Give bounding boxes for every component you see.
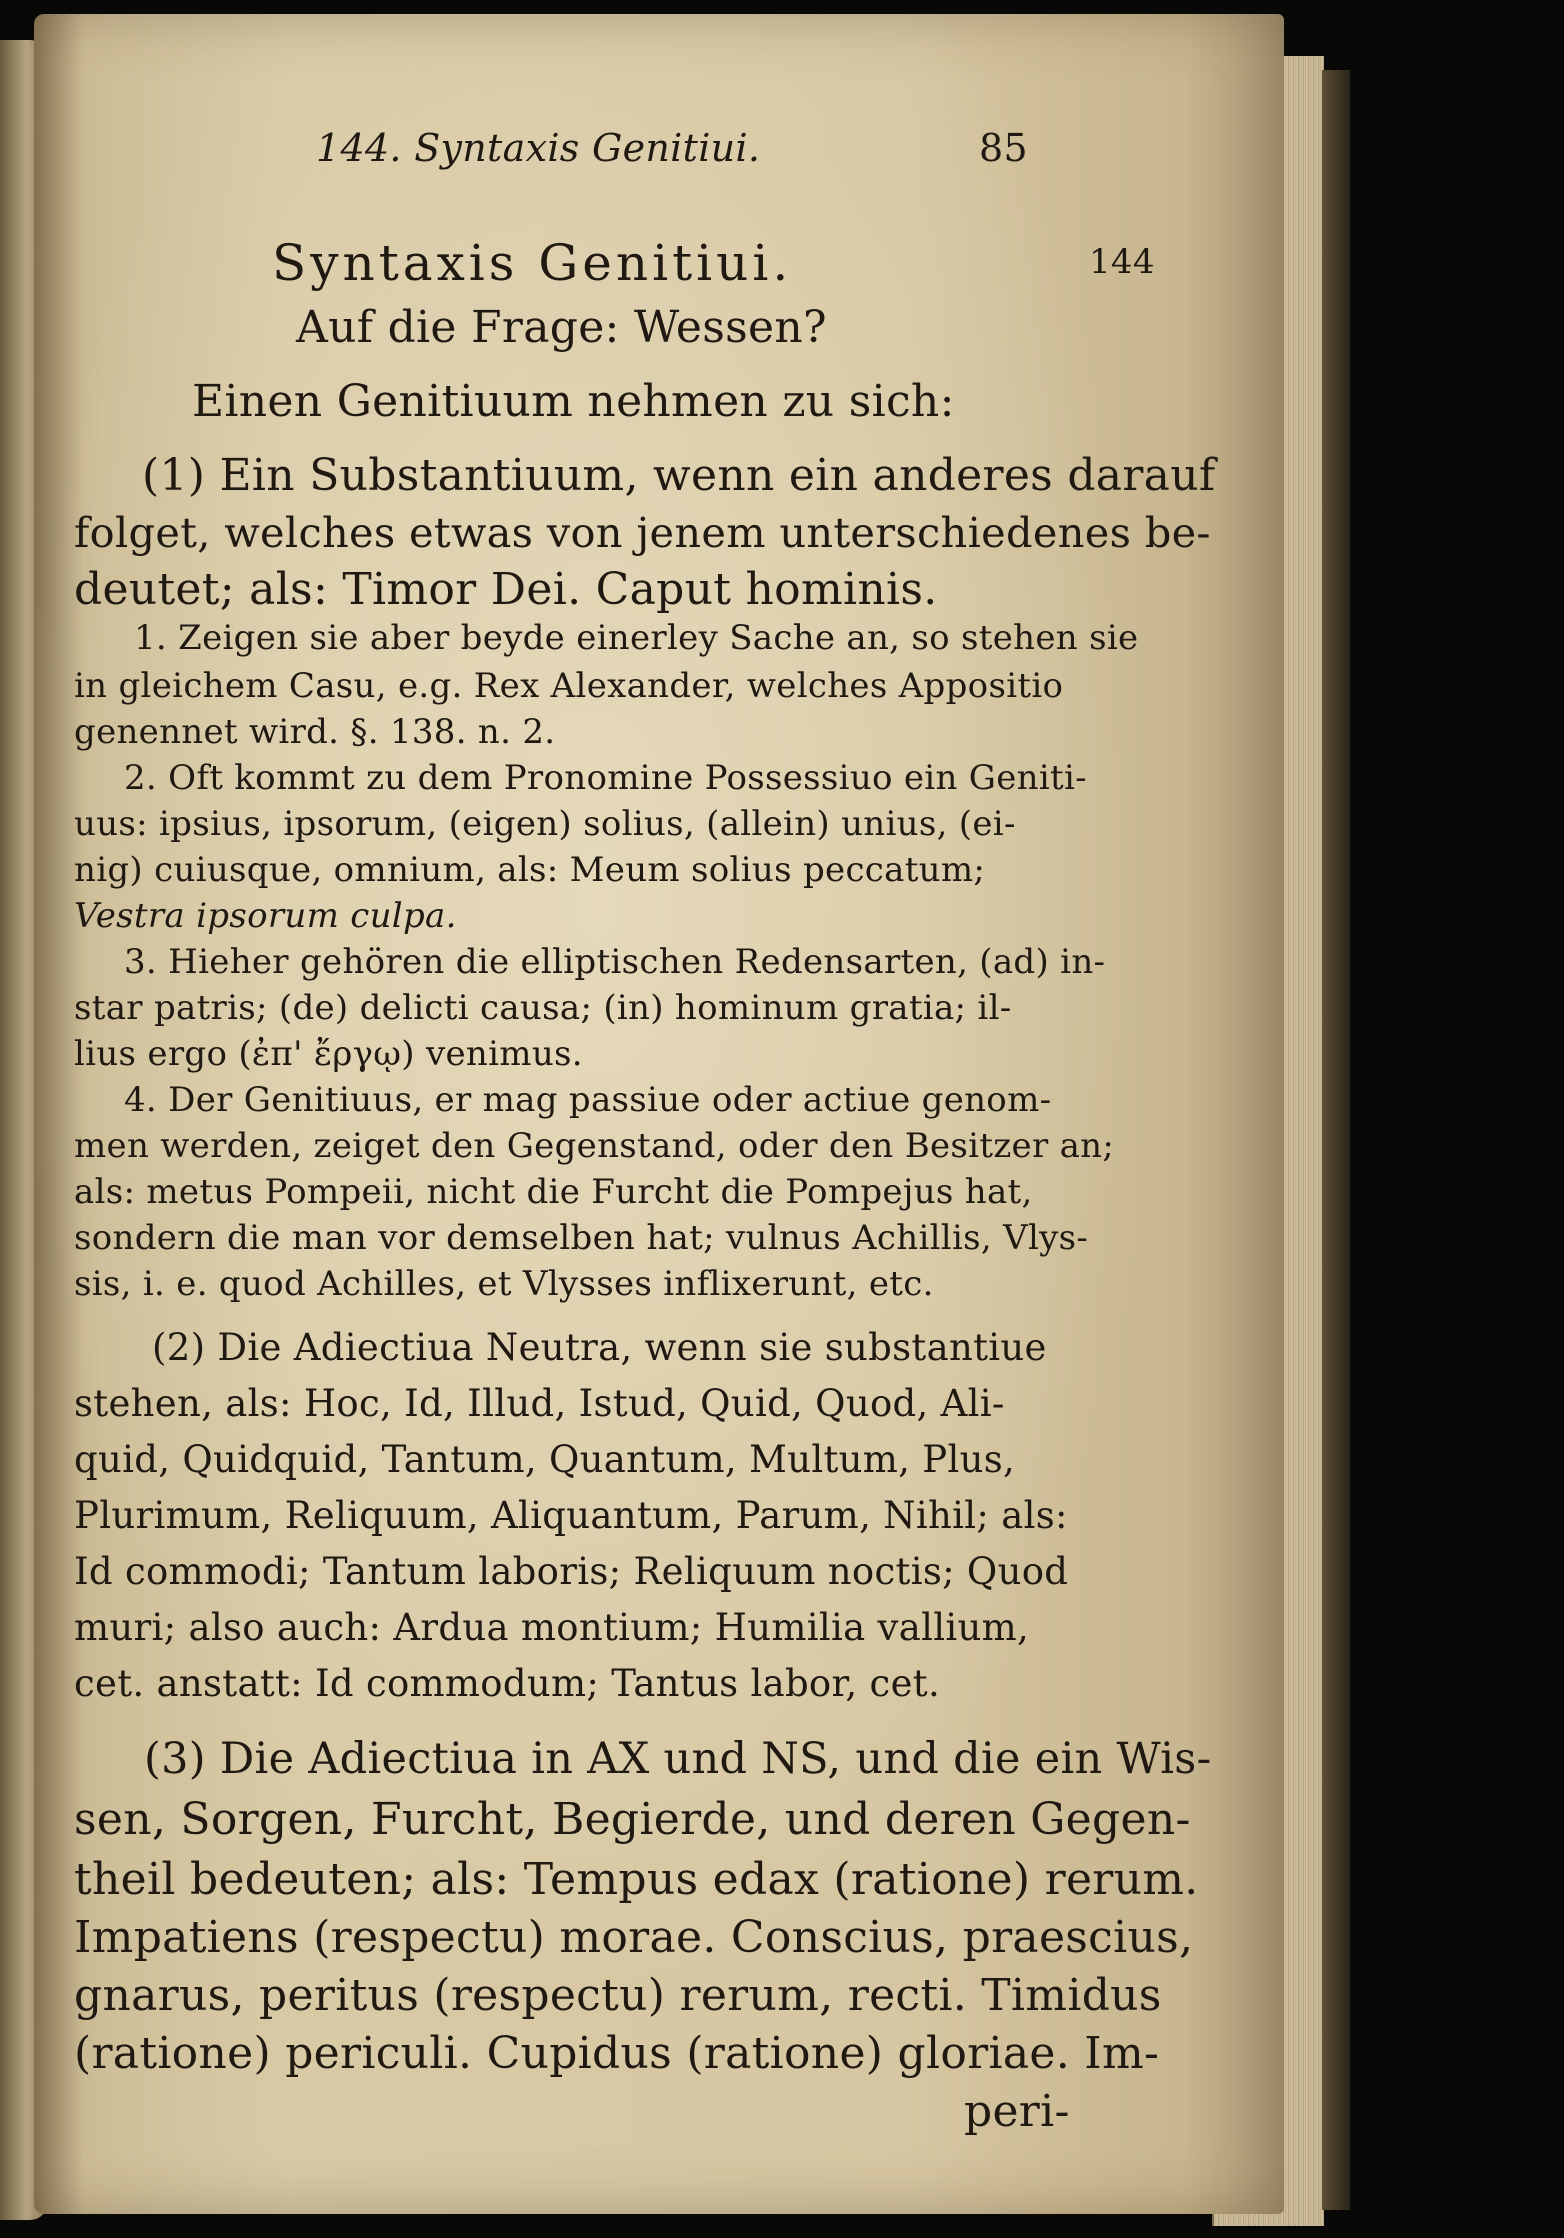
running-head: 144. Syntaxis Genitiui. (316, 126, 761, 170)
text-line: als: metus Pompeii, nicht die Furcht die Pompejus hat, (74, 1172, 1033, 1212)
text-line: star patris; (de) delicti causa; (in) hominum gratia; il- (74, 988, 1012, 1028)
text-line: cet. anstatt: Id commodum; Tantus labor, cet. (74, 1662, 940, 1705)
text-line: in gleichem Casu, e.g. Rex Alexander, welches Appositio (74, 666, 1064, 706)
text-line: gnarus, peritus (respectu) rerum, recti. Timidus (74, 1970, 1162, 2021)
section-title: Syntaxis Genitiui. (272, 234, 793, 292)
section-subtitle: Auf die Frage: Wessen? (296, 302, 827, 353)
text-line: uus: ipsius, ipsorum, (eigen) solius, (allein) unius, (ei- (74, 804, 1016, 844)
text-line: theil bedeuten; als: Tempus edax (ratione) rerum. (74, 1854, 1199, 1905)
text-line: Id commodi; Tantum laboris; Reliquum noctis; Quod (74, 1550, 1069, 1593)
text-line: Vestra ipsorum culpa. (74, 896, 457, 936)
text-line: sis, i. e. quod Achilles, et Vlysses inflixerunt, etc. (74, 1264, 934, 1304)
text-line: nig) cuiusque, omnium, als: Meum solius peccatum; (74, 850, 986, 890)
text-line: muri; also auch: Ardua montium; Humilia vallium, (74, 1606, 1030, 1649)
text-line: (1) Ein Substantiuum, wenn ein anderes darauf (142, 450, 1216, 501)
text-line: lius ergo (ἐπ' ἔργῳ) venimus. (74, 1034, 583, 1074)
text-line: Plurimum, Reliquum, Aliquantum, Parum, Nihil; als: (74, 1494, 1068, 1537)
text-line: genennet wird. §. 138. n. 2. (74, 712, 556, 752)
book-cover-edge (1322, 70, 1350, 2210)
text-line: sen, Sorgen, Furcht, Begierde, und deren Gegen- (74, 1794, 1191, 1845)
text-line: 1. Zeigen sie aber beyde einerley Sache an, so stehen sie (134, 618, 1139, 658)
text-line: quid, Quidquid, Tantum, Quantum, Multum, Plus, (74, 1438, 1016, 1481)
text-line: stehen, als: Hoc, Id, Illud, Istud, Quid, Quod, Ali- (74, 1382, 1005, 1425)
text-line: (3) Die Adiectiua in AX und NS, und die ein Wis- (144, 1734, 1212, 1784)
text-line: Impatiens (respectu) morae. Conscius, praescius, (74, 1912, 1194, 1963)
section-number: 144 (1089, 242, 1155, 282)
page-number: 85 (979, 126, 1028, 170)
catchword: peri- (964, 2086, 1070, 2137)
book-page (34, 14, 1284, 2214)
text-line: 4. Der Genitiuus, er mag passiue oder actiue genom- (124, 1080, 1052, 1120)
text-line: folget, welches etwas von jenem unterschiedenes be- (74, 508, 1211, 557)
text-line: (ratione) periculi. Cupidus (ratione) gloriae. Im- (74, 2028, 1160, 2079)
text-line: men werden, zeiget den Gegenstand, oder den Besitzer an; (74, 1126, 1115, 1166)
text-line: 2. Oft kommt zu dem Pronomine Possessiuo ein Geniti- (124, 758, 1087, 798)
text-line: deutet; als: Timor Dei. Caput hominis. (74, 564, 938, 615)
text-line: Einen Genitiuum nehmen zu sich: (192, 376, 955, 427)
text-line: (2) Die Adiectiua Neutra, wenn sie substantiue (152, 1326, 1047, 1369)
text-line: 3. Hieher gehören die elliptischen Redensarten, (ad) in- (124, 942, 1106, 982)
text-line: sondern die man vor demselben hat; vulnus Achillis, Vlys- (74, 1218, 1089, 1258)
